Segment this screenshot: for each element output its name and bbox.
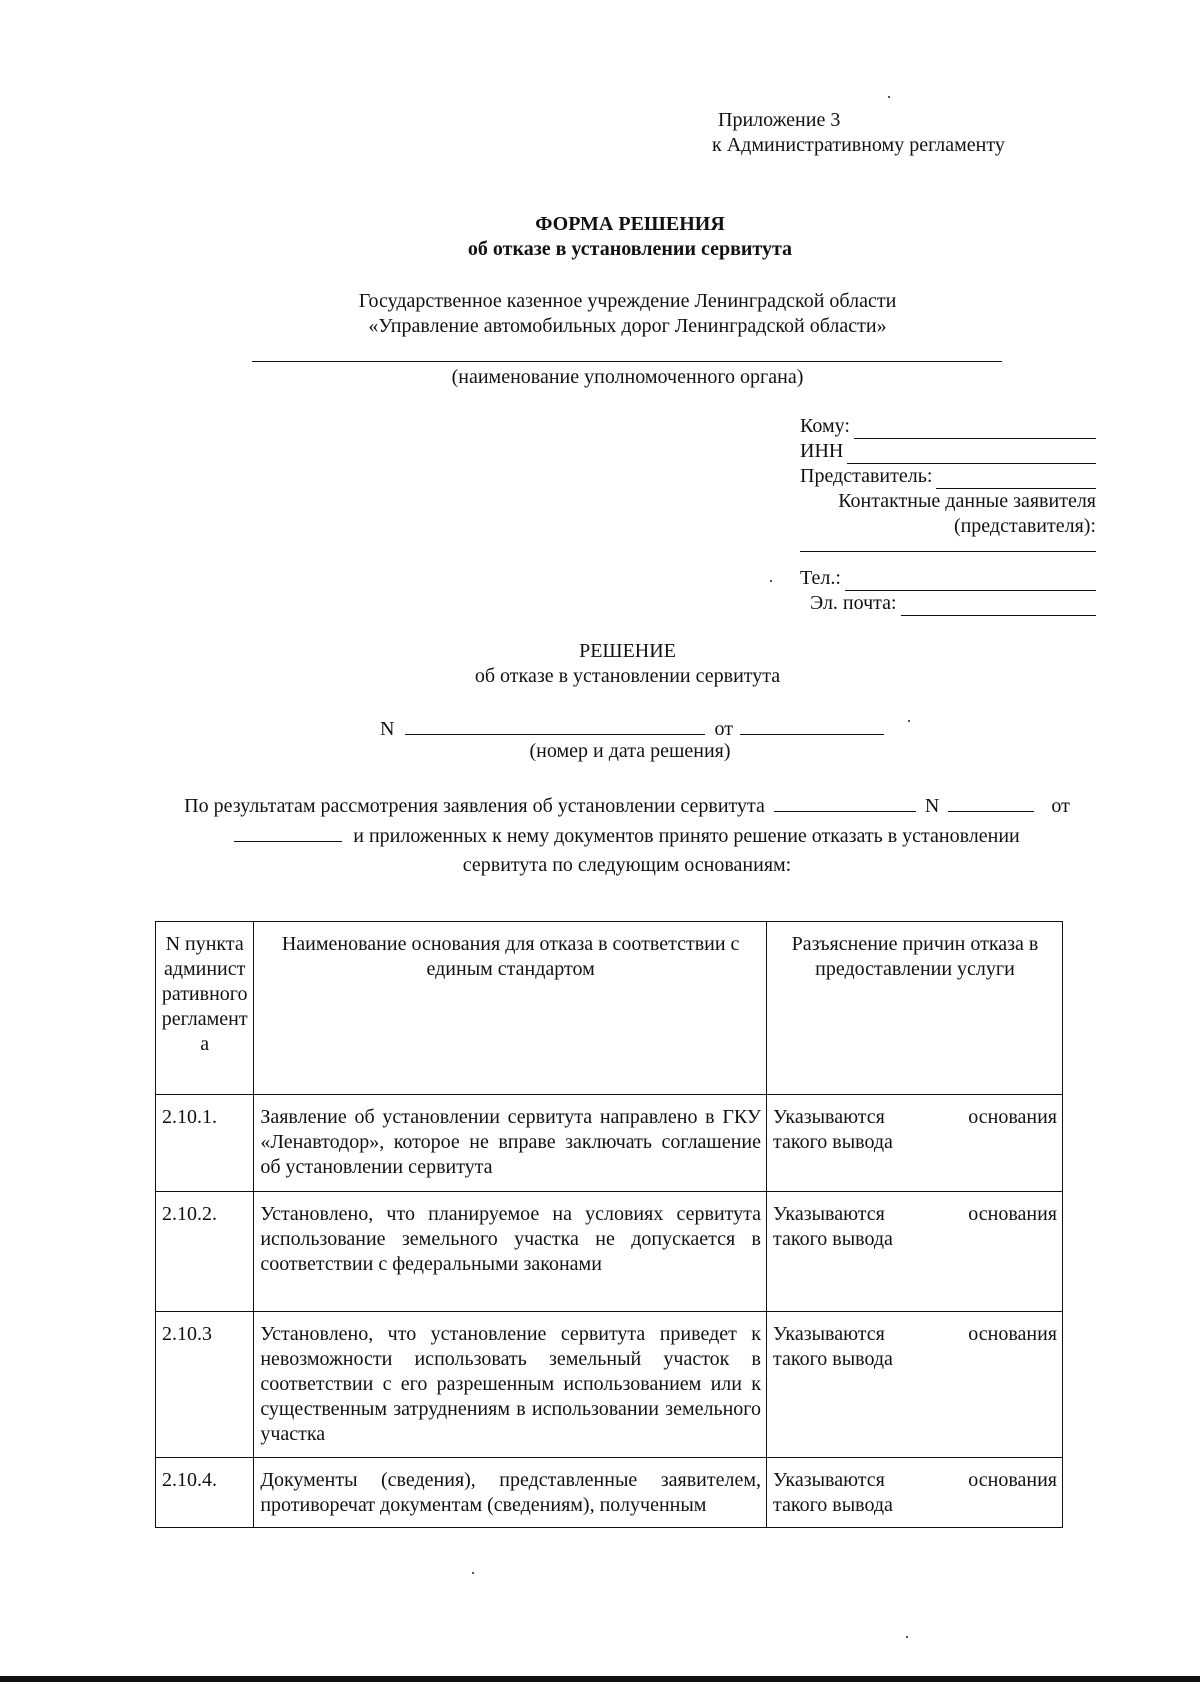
recipient-email-field[interactable]	[901, 597, 1096, 616]
explanation-word-1: Указываются	[773, 1106, 885, 1128]
recipient-contact-field[interactable]	[800, 541, 1096, 552]
explanation-word-1: Указываются	[773, 1323, 885, 1345]
table-row	[156, 1095, 1063, 1192]
row-explanation	[767, 1095, 1063, 1192]
row-clause-number: 2.10.2.	[156, 1192, 254, 1312]
explanation-word-2: основания	[968, 1203, 1057, 1225]
organization-caption: (наименование уполномоченного органа)	[451, 366, 804, 388]
scan-speck	[472, 1572, 474, 1574]
decision-number-caption: (номер и дата решения)	[529, 740, 731, 762]
recipient-block	[800, 414, 1096, 616]
recipient-representative-label: Представитель:	[800, 465, 933, 487]
row-reason: Документы (сведения), представленные заявителем, противоречат документам (сведениям), полученным	[254, 1458, 767, 1528]
refusal-reasons-table	[155, 921, 1063, 1528]
row-clause-number: 2.10.4.	[156, 1458, 254, 1528]
recipient-representative-field[interactable]	[936, 470, 1096, 489]
header-clause-number: N пункта административного регламента	[156, 922, 254, 1095]
organization-name	[0, 289, 1200, 339]
row-explanation	[767, 1458, 1063, 1528]
explanation-rest: такого вывода	[773, 1494, 893, 1516]
scan-speck	[906, 1636, 908, 1638]
form-title-line-2: об отказе в установлении сервитута	[467, 238, 793, 260]
organization-line-2: «Управление автомобильных дорог Ленинградской области»	[368, 315, 887, 337]
recipient-phone-label: Тел.:	[800, 567, 841, 589]
recipient-contact-sublabel: (представителя):	[953, 515, 1096, 537]
recipient-inn-row	[800, 439, 1096, 464]
row-reason: Заявление об установлении сервитута направлено в ГКУ «Ленавтодор», которое не вправе заключать соглашение об установлении сервитута	[254, 1095, 767, 1192]
recipient-phone-row	[800, 566, 1096, 591]
table-row	[156, 1312, 1063, 1458]
paragraph-line-1	[162, 791, 1092, 821]
scan-speck	[888, 96, 890, 98]
application-number-field[interactable]	[948, 791, 1034, 812]
recipient-inn-label: ИНН	[800, 440, 844, 462]
paragraph-part-1: По результатам рассмотрения заявления об установлении сервитута	[184, 795, 765, 817]
explanation-word-2: основания	[968, 1469, 1057, 1491]
recipient-to-row	[800, 414, 1096, 439]
row-reason: Установлено, что установление сервитута приведет к невозможности использовать земельный участок в соответствии с его разрешенным использованием или к существенным затруднениям в использовании земельного участка	[254, 1312, 767, 1458]
recipient-email-row	[800, 591, 1096, 616]
explanation-rest: такого вывода	[773, 1348, 893, 1370]
appendix-header	[712, 108, 1005, 158]
explanation-word-2: основания	[968, 1106, 1057, 1128]
decision-subtitle: об отказе в установлении сервитута	[474, 665, 781, 687]
paragraph-part-2: и приложенных к нему документов принято решение отказать в установлении	[353, 825, 1020, 847]
form-title	[0, 212, 1200, 262]
decision-number-label: N	[380, 718, 395, 740]
recipient-to-field[interactable]	[854, 420, 1096, 439]
decision-paragraph	[162, 791, 1092, 880]
recipient-inn-field[interactable]	[847, 445, 1096, 464]
recipient-to-label: Кому:	[800, 415, 850, 437]
row-clause-number: 2.10.3	[156, 1312, 254, 1458]
recipient-email-label: Эл. почта:	[810, 592, 897, 614]
form-title-line-1: ФОРМА РЕШЕНИЯ	[535, 213, 725, 235]
decision-date-field[interactable]	[740, 714, 884, 735]
table-header-row	[156, 922, 1063, 1095]
row-explanation	[767, 1312, 1063, 1458]
paragraph-line-2	[162, 821, 1092, 851]
table-row	[156, 1458, 1063, 1528]
recipient-representative-row	[800, 464, 1096, 489]
scan-bottom-edge	[0, 1676, 1200, 1682]
scan-speck	[770, 580, 772, 582]
explanation-rest: такого вывода	[773, 1131, 893, 1153]
organization-underline	[252, 361, 1002, 362]
paragraph-from-label: от	[1051, 795, 1070, 817]
explanation-word-1: Указываются	[773, 1469, 885, 1491]
row-clause-number: 2.10.1.	[156, 1095, 254, 1192]
explanation-rest: такого вывода	[773, 1228, 893, 1250]
decision-number-field[interactable]	[405, 714, 705, 735]
explanation-word-2: основания	[968, 1323, 1057, 1345]
decision-title	[0, 639, 1200, 689]
paragraph-n-label: N	[924, 795, 940, 817]
scan-speck	[908, 720, 910, 722]
application-from-field[interactable]	[234, 821, 342, 842]
table-row	[156, 1192, 1063, 1312]
application-date-field[interactable]	[774, 791, 916, 812]
recipient-contact-label: Контактные данные заявителя	[838, 490, 1096, 512]
header-explanation: Разъяснение причин отказа в предоставлении услуги	[767, 922, 1063, 1095]
row-reason: Установлено, что планируемое на условиях сервитута использование земельного участка не допускается в соответствии с федеральными законами	[254, 1192, 767, 1312]
decision-number-line	[380, 714, 884, 742]
explanation-word-1: Указываются	[773, 1203, 885, 1225]
organization-line-1: Государственное казенное учреждение Ленинградской области	[358, 290, 897, 312]
recipient-phone-field[interactable]	[845, 572, 1096, 591]
row-explanation	[767, 1192, 1063, 1312]
appendix-line-2: к Административному регламенту	[712, 134, 1005, 156]
header-reason-name: Наименование основания для отказа в соответствии с единым стандартом	[254, 922, 767, 1095]
decision-title-line: РЕШЕНИЕ	[579, 640, 676, 662]
paragraph-line-3: сервитута по следующим основаниям:	[462, 854, 792, 876]
decision-date-label: от	[714, 718, 733, 740]
appendix-line-1: Приложение 3	[718, 109, 841, 131]
